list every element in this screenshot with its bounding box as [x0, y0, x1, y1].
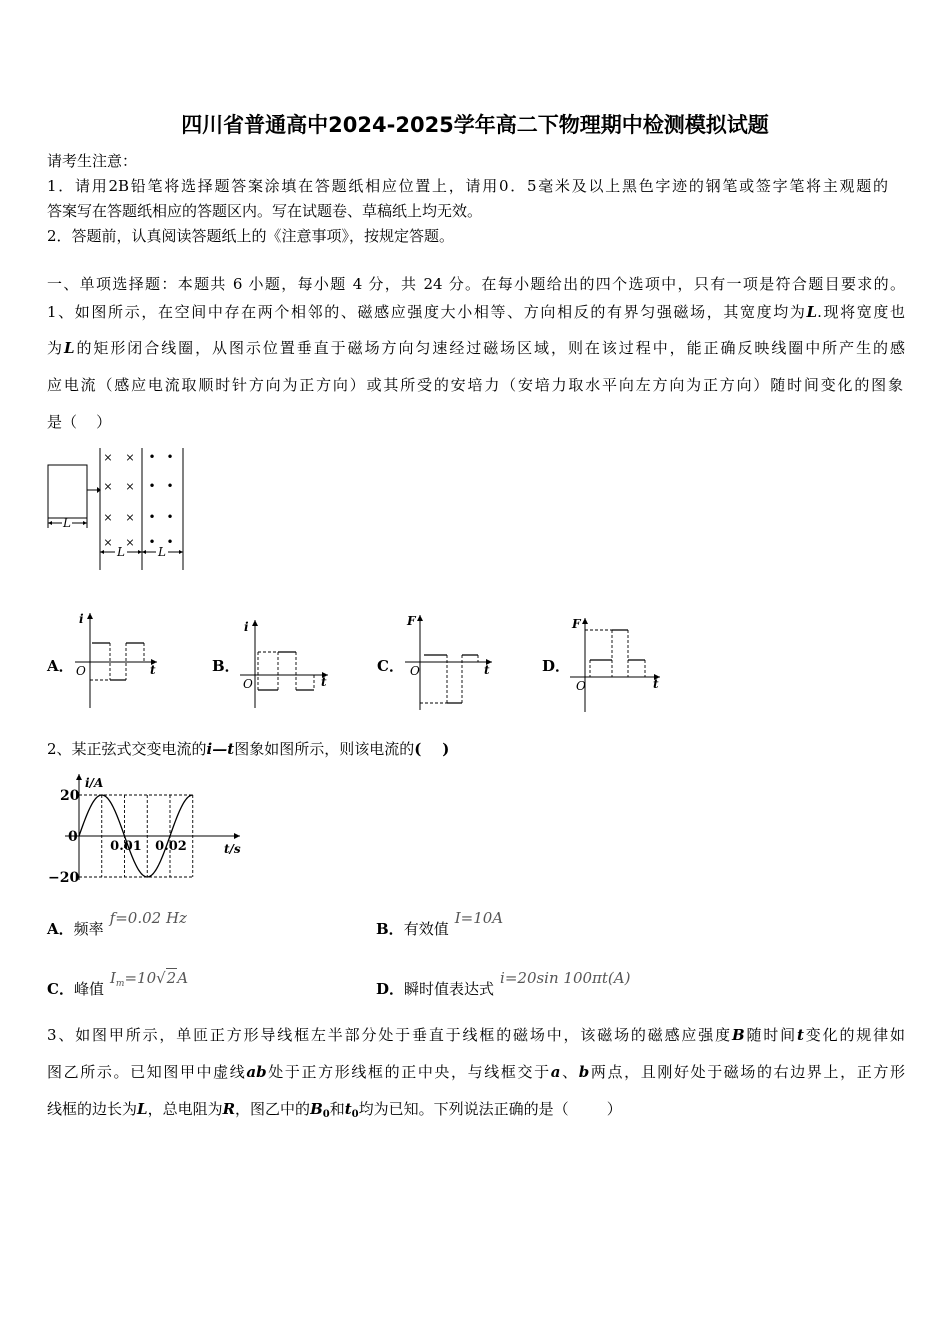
q3-line-1 [47, 1025, 905, 1045]
dimension-arrow-left [48, 521, 52, 525]
q2-sine-figure [40, 770, 255, 890]
option-label: A． [47, 920, 74, 938]
q3-line-2 [47, 1062, 905, 1082]
sqrt-argument: 2 [166, 969, 177, 987]
q1-line-4: 是（ ） [47, 413, 112, 431]
y-axis-label: F [572, 617, 581, 631]
field-out-of-page-marks [148, 450, 173, 549]
q3-text: 处于正方形线框的正中央，与线框交于 [266, 1063, 551, 1081]
dimension-arrow-right [83, 521, 87, 525]
notice-line-2: 答案写在答题纸相应的答题区内。写在试题卷、草稿纸上均无效。 [47, 202, 483, 220]
q1-text: .现将宽度也 [817, 303, 905, 321]
q3-variable-b: b [578, 1063, 590, 1081]
q3-text: 均为已知。下列说法正确的是（ ） [358, 1100, 622, 1118]
dot-mark: • [166, 479, 174, 493]
cross-mark: × [103, 480, 113, 493]
option-formula: f=0.02 Hz [109, 909, 187, 927]
formula-unit: A [177, 969, 189, 987]
origin-label: O [243, 677, 253, 691]
coil-rectangle [48, 465, 87, 518]
x-tick-0-01: 0.01 [110, 839, 142, 854]
q2-stem [47, 739, 449, 759]
option-a-label: A． [47, 657, 74, 675]
q3-variable-ab: ab [246, 1063, 267, 1081]
dimension-arrow-left [142, 550, 146, 554]
x-axis-label: t [321, 675, 327, 689]
q2-option-b [376, 909, 504, 940]
x-axis-arrow [234, 833, 240, 839]
y-axis-arrow [76, 774, 82, 780]
notice-line-1: 1．请用2B铅笔将选择题答案涂填在答题纸相应位置上，请用0．5毫米及以上黑色字迹的钢笔或签字笔将主观题的 [47, 177, 888, 195]
page-title: 四川省普通高中2024-2025学年高二下物理期中检测模拟试题 [181, 113, 769, 137]
field-into-page-marks [103, 451, 134, 549]
q1-text: 1、如图所示，在空间中存在两个相邻的、磁感应强度大小相等、方向相反的有界匀强磁场，其宽度均为 [47, 303, 807, 321]
y-axis-label: F [407, 614, 416, 628]
q3-text: 和 [329, 1100, 345, 1118]
x-axis-label: t [150, 663, 156, 677]
notice-line-3: 2．答题前，认真阅读答题纸上的《注意事项》，按规定答题。 [47, 227, 455, 245]
q1-variable-L: L [63, 339, 75, 357]
q2-text: 2、某正弦式交变电流的 [47, 740, 207, 758]
q3-text: 两点，且刚好处于磁场的右边界上，正方形 [589, 1063, 905, 1081]
q3-variable-B0: B [310, 1100, 323, 1118]
dot-mark: • [148, 450, 156, 464]
q3-variable-t: t [797, 1026, 804, 1044]
x-tick-0-02: 0.02 [155, 839, 187, 854]
q3-text: 、 [560, 1063, 579, 1081]
q2-option-d [376, 969, 631, 1000]
q1-text: 为 [47, 339, 64, 357]
y-tick-neg-20: −20 [48, 870, 80, 886]
cross-mark: × [125, 480, 135, 493]
q3-subscript-0: 0 [351, 1109, 359, 1120]
origin-label: O [410, 664, 420, 678]
y-axis-label: i/A [85, 776, 104, 790]
q3-text: 随时间 [744, 1026, 797, 1044]
origin-label: O [576, 679, 586, 693]
q1-options-figure [0, 600, 700, 720]
waveform-guides [258, 652, 314, 690]
dot-mark: • [148, 479, 156, 493]
q2-option-c [47, 969, 189, 1000]
option-label: B． [376, 920, 404, 938]
x-axis-label: t [653, 677, 659, 691]
q3-variable-B: B [731, 1026, 745, 1044]
q1-line-1 [47, 302, 905, 322]
y-tick-0: 0 [68, 829, 78, 845]
option-text: 峰值 [73, 980, 104, 998]
notice-heading: 请考生注意： [47, 152, 138, 170]
q1-field-figure [40, 440, 200, 580]
option-label: C． [47, 980, 74, 998]
waveform-guides [585, 630, 645, 677]
coil-width-label: L [63, 516, 71, 530]
cross-mark: × [125, 536, 135, 549]
q3-variable-R: R [222, 1100, 236, 1118]
option-d-label: D． [542, 657, 571, 675]
waveform [590, 630, 645, 660]
sqrt-symbol: √ [156, 969, 166, 987]
field-width-label: L [117, 545, 125, 559]
option-text: 瞬时值表达式 [404, 980, 495, 998]
q3-text: 3、如图甲所示，单匝正方形导线框左半部分处于垂直于线框的磁场中，该磁场的磁感应强度 [47, 1026, 732, 1044]
q3-variable-t0: t [344, 1100, 352, 1118]
q3-text: ，总电阻为 [147, 1100, 223, 1118]
q1-variable-L: L [806, 303, 818, 321]
option-c-label: C． [377, 657, 404, 675]
dot-mark: • [148, 535, 156, 549]
option-b-label: B． [212, 657, 240, 675]
option-d-graph [542, 617, 660, 712]
q2-answer-bracket: ( ) [414, 740, 450, 758]
q1-line-2 [47, 338, 905, 358]
y-tick-20: 20 [60, 788, 80, 804]
q2-option-a [47, 909, 187, 940]
cross-mark: × [103, 451, 113, 464]
y-axis-arrow [582, 618, 588, 624]
cross-mark: × [125, 511, 135, 524]
dot-mark: • [166, 450, 174, 464]
dimension-arrow-right [179, 550, 183, 554]
option-formula: i=20sin 100πt(A) [500, 969, 631, 987]
option-label: D． [376, 980, 405, 998]
q3-text: 图乙所示。已知图甲中虚线 [47, 1063, 247, 1081]
x-axis-label: t [484, 663, 490, 677]
dot-mark: • [166, 535, 174, 549]
option-a-graph [46, 612, 157, 708]
formula-subscript: m [115, 979, 125, 989]
option-formula [110, 969, 188, 987]
formula-main: I [109, 969, 116, 987]
formula-rest: =10 [124, 969, 157, 987]
q1-text: 的矩形闭合线圈，从图示位置垂直于磁场方向匀速经过磁场区域，则在该过程中，能正确反映线圈中所产生的感 [74, 339, 905, 357]
q3-text: ，图乙中的 [235, 1100, 311, 1118]
dot-mark: • [148, 510, 156, 524]
option-b-graph [212, 620, 328, 708]
waveform [258, 652, 314, 690]
q3-subscript-0: 0 [322, 1109, 330, 1120]
q3-text: 变化的规律如 [803, 1026, 905, 1044]
origin-label: O [76, 664, 86, 678]
section-1-heading: 一、单项选择题：本题共 6 小题，每小题 4 分，共 24 分。在每小题给出的四个选项中，只有一项是符合题目要求的。 [47, 275, 905, 293]
option-text: 频率 [73, 920, 104, 938]
q1-line-3: 应电流（感应电流取顺时针方向为正方向）或其所受的安培力（安培力取水平向左方向为正方向）随时间变化的图象 [47, 376, 903, 394]
y-axis-label: i [79, 612, 84, 626]
option-formula: I=10A [454, 909, 504, 927]
dimension-arrow-left [100, 550, 104, 554]
y-axis-arrow [252, 620, 258, 626]
cross-mark: × [125, 451, 135, 464]
q3-variable-a: a [550, 1063, 561, 1081]
q3-line-3 [47, 1099, 622, 1119]
y-axis-arrow [417, 615, 423, 621]
field-width-label: L [158, 545, 166, 559]
x-axis-label: t/s [224, 842, 241, 856]
option-c-graph [377, 614, 492, 710]
q2-text: 图象如图所示，则该电流的 [234, 740, 415, 758]
y-axis-label: i [244, 620, 249, 634]
q2-variable-i-t: i—t [206, 740, 235, 758]
q3-variable-L: L [137, 1100, 148, 1118]
q3-text: 线框的边长为 [47, 1100, 138, 1118]
cross-mark: × [103, 511, 113, 524]
dot-mark: • [166, 510, 174, 524]
dimension-arrow-right [138, 550, 142, 554]
y-axis-arrow [87, 613, 93, 619]
option-text: 有效值 [403, 920, 449, 938]
cross-mark: × [103, 536, 113, 549]
